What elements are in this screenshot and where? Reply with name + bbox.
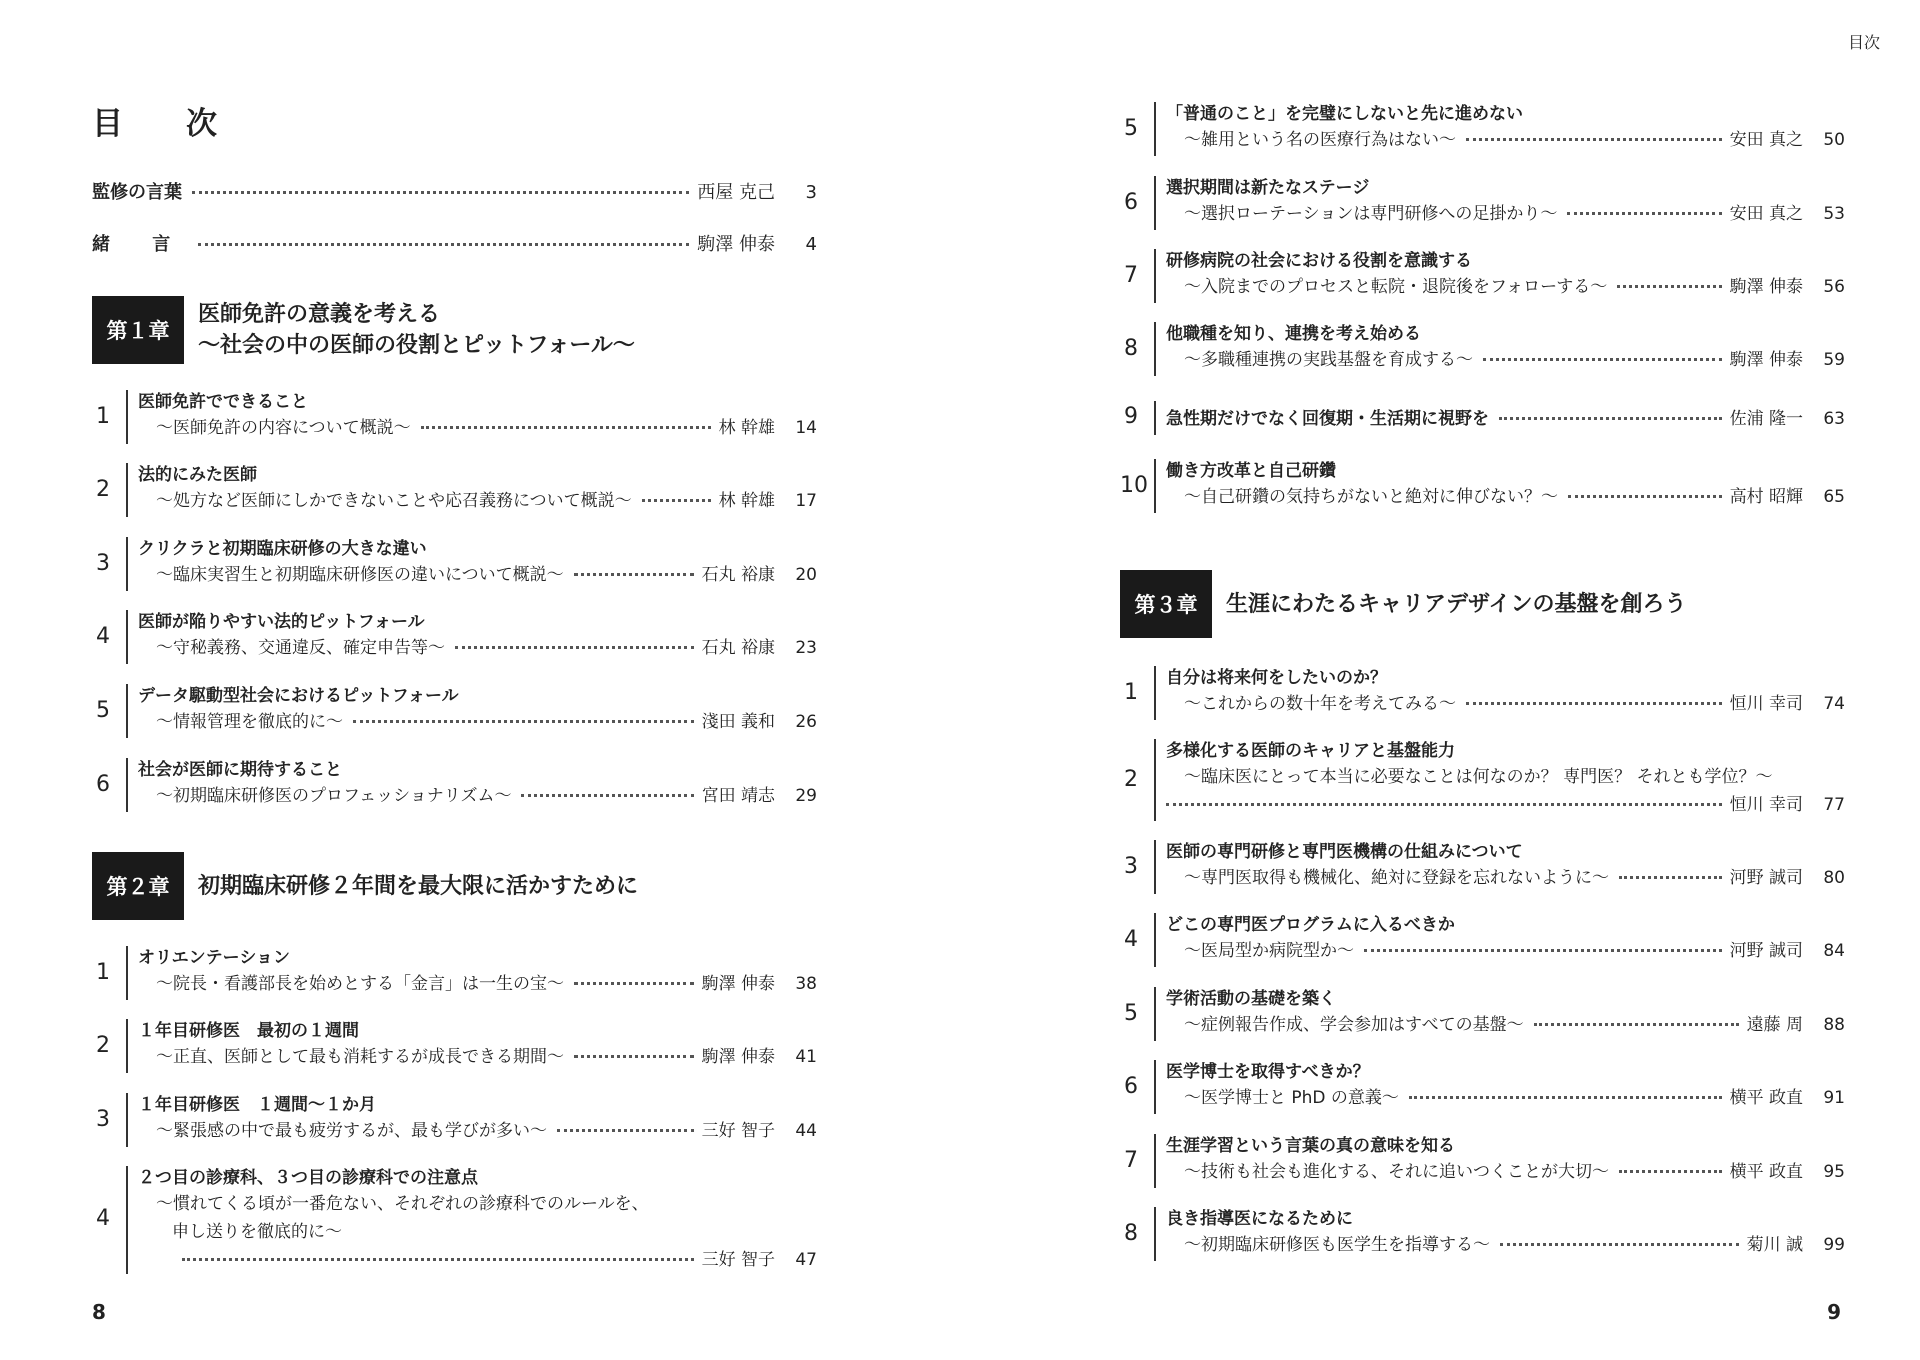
entry-subtitle: 〜初期臨床研修医のプロフェッショナリズム〜	[156, 786, 512, 806]
entry-number: 5	[1124, 1001, 1138, 1026]
page-number: 80	[1823, 868, 1845, 888]
dot-leader	[574, 573, 694, 576]
entry-title: 研修病院の社会における役割を意識する	[1166, 251, 1472, 271]
dot-leader	[1409, 1096, 1722, 1099]
entry-bar	[126, 390, 128, 444]
entry-subtitle: 〜技術も社会も進化する、それに追いつくことが大切〜	[1184, 1162, 1609, 1182]
entry-subtitle: 〜雑用という名の医療行為はない〜	[1184, 130, 1456, 150]
entry-subtitle: 〜臨床実習生と初期臨床研修医の違いについて概説〜	[156, 565, 564, 585]
author: 駒澤 伸泰	[701, 974, 775, 994]
entry-number: 2	[96, 1033, 110, 1058]
chapter-1-heading[interactable]	[92, 296, 635, 364]
author: 横平 政直	[1729, 1088, 1803, 1108]
entry-number: 5	[96, 698, 110, 723]
dot-leader	[1619, 876, 1722, 879]
entry-number: 3	[96, 551, 110, 576]
entry-subtitle: 〜初期臨床研修医も医学生を指導する〜	[1184, 1235, 1490, 1255]
entry-subtitle: 〜選択ローテーションは専門研修への足掛かり〜	[1184, 204, 1558, 224]
page-number: 77	[1823, 795, 1845, 815]
entry-bar	[1154, 1207, 1156, 1261]
running-head: 目次	[1847, 33, 1880, 52]
entry-bar	[126, 758, 128, 812]
author: 駒澤 伸泰	[1729, 277, 1803, 297]
entry-subtitle: 〜入院までのプロセスと転院・退院後をフォローする〜	[1184, 277, 1608, 297]
page-number: 3	[805, 182, 817, 203]
entry-subtitle: 〜正直、医師として最も消耗するが成長できる期間〜	[156, 1047, 564, 1067]
entry-number: 1	[96, 960, 110, 985]
entry-title: 選択期間は新たなステージ	[1166, 178, 1370, 198]
entry-title: 自分は将来何をしたいのか？	[1166, 668, 1387, 688]
entry-number: 1	[96, 404, 110, 429]
chapter-title-line: 医師免許の意義を考える	[198, 302, 441, 327]
entry-title: 急性期だけでなく回復期・生活期に視野を	[1166, 409, 1489, 429]
front-item-preface[interactable]	[92, 230, 817, 256]
toc-entry[interactable]	[92, 1166, 817, 1274]
entry-title: １年目研修医 最初の１週間	[138, 1021, 359, 1041]
entry-number: 6	[96, 772, 110, 797]
page-number: 88	[1823, 1015, 1845, 1035]
toc-entry[interactable]	[92, 946, 817, 1000]
dot-leader	[521, 794, 693, 797]
entry-bar	[126, 1019, 128, 1073]
entry-title: 医師の専門研修と専門医機構の仕組みについて	[1166, 842, 1523, 862]
entry-number: 7	[1124, 263, 1138, 288]
author: 林 幹雄	[718, 491, 775, 511]
chapter-badge: 第３章	[1120, 570, 1212, 638]
entry-subtitle-cont: 申し送りを徹底的に〜	[172, 1222, 342, 1242]
entry-number: 3	[96, 1107, 110, 1132]
entry-subtitle: 〜守秘義務、交通違反、確定申告等〜	[156, 638, 445, 658]
page-number: 53	[1823, 204, 1845, 224]
front-item-supervision[interactable]	[92, 178, 817, 204]
toc-entry[interactable]	[1120, 666, 1845, 720]
entry-number: 3	[1124, 854, 1138, 879]
author: 三好 智子	[701, 1121, 775, 1141]
entry-bar	[126, 610, 128, 664]
front-label: 緒 言	[92, 234, 189, 255]
dot-leader	[574, 1055, 694, 1058]
entry-title: 働き方改革と自己研鑽	[1166, 461, 1336, 481]
page-number: 47	[795, 1250, 817, 1270]
author: 淺田 義和	[701, 712, 775, 732]
author: 高村 昭輝	[1729, 487, 1803, 507]
entry-bar	[1154, 401, 1156, 435]
dot-leader	[421, 426, 711, 429]
entry-subtitle: 〜緊張感の中で最も疲労するが、最も学びが多い〜	[156, 1121, 547, 1141]
page-number: 44	[795, 1121, 817, 1141]
entry-title: ２つ目の診療科、３つ目の診療科での注意点	[138, 1168, 478, 1188]
entry-number: 8	[1124, 336, 1138, 361]
author: 河野 誠司	[1729, 941, 1803, 961]
dot-leader	[455, 646, 694, 649]
author: 宮田 靖志	[701, 786, 775, 806]
entry-title: オリエンテーション	[138, 948, 290, 968]
entry-number: 4	[96, 1206, 110, 1231]
entry-bar	[126, 1093, 128, 1147]
dot-leader	[1500, 1243, 1739, 1246]
entry-bar	[1154, 322, 1156, 376]
toc-title: 目 次	[92, 106, 233, 142]
page-number: 20	[795, 565, 817, 585]
entry-subtitle: 〜医師免許の内容について概説〜	[156, 418, 411, 438]
entry-title: 医学博士を取得すべきか？	[1166, 1062, 1370, 1082]
author: 菊川 誠	[1746, 1235, 1803, 1255]
entry-number: 1	[1124, 680, 1138, 705]
page-number: 50	[1823, 130, 1845, 150]
page-number: 26	[795, 712, 817, 732]
page-number: 91	[1823, 1088, 1845, 1108]
page-number: 41	[795, 1047, 817, 1067]
page-number: 14	[795, 418, 817, 438]
entry-subtitle: 〜医学博士と PhD の意義〜	[1184, 1088, 1399, 1108]
entry-subtitle: 〜自己研鑽の気持ちがないと絶対に伸びない？〜	[1184, 487, 1558, 507]
toc-entry[interactable]	[1120, 401, 1845, 435]
dot-leader	[182, 1258, 694, 1261]
toc-entry[interactable]	[1120, 987, 1845, 1041]
toc-entry[interactable]	[1120, 322, 1845, 376]
entry-number: 10	[1120, 473, 1148, 498]
author: 林 幹雄	[718, 418, 775, 438]
entry-bar	[1154, 987, 1156, 1041]
entry-subtitle: 〜これからの数十年を考えてみる〜	[1184, 694, 1456, 714]
entry-title: クリクラと初期臨床研修の大きな違い	[138, 539, 427, 559]
author: 石丸 裕康	[701, 638, 775, 658]
entry-bar	[126, 946, 128, 1000]
toc-entry[interactable]	[1120, 1134, 1845, 1188]
entry-number: 6	[1124, 190, 1138, 215]
toc-entry[interactable]	[1120, 249, 1845, 303]
chapter-badge: 第２章	[92, 852, 184, 920]
entry-bar	[1154, 913, 1156, 967]
author: 石丸 裕康	[701, 565, 775, 585]
page-number: 74	[1823, 694, 1845, 714]
page-number: 29	[795, 786, 817, 806]
entry-bar	[1154, 1060, 1156, 1114]
page-number: 65	[1823, 487, 1845, 507]
entry-title: 多様化する医師のキャリアと基盤能力	[1166, 741, 1455, 761]
entry-number: 2	[96, 477, 110, 502]
entry-number: 6	[1124, 1074, 1138, 1099]
page-folio: 8	[92, 1300, 106, 1324]
toc-entry[interactable]	[1120, 1207, 1845, 1261]
chapter-subtitle-line: 〜社会の中の医師の役割とピットフォール〜	[198, 333, 635, 358]
author: 横平 政直	[1729, 1162, 1803, 1182]
toc-entry[interactable]	[1120, 913, 1845, 967]
entry-title: １年目研修医 １週間〜１か月	[138, 1095, 376, 1115]
chapter-title: 初期臨床研修２年間を最大限に活かすために	[198, 873, 639, 899]
entry-subtitle: 〜専門医取得も機械化、絶対に登録を忘れないように〜	[1184, 868, 1609, 888]
dot-leader	[1483, 358, 1722, 361]
entry-title: 医師免許でできること	[138, 392, 308, 412]
chapter-2-heading[interactable]	[92, 852, 638, 920]
entry-subtitle: 〜院長・看護部長を始めとする「金言」は一生の宝〜	[156, 974, 564, 994]
author: 駒澤 伸泰	[697, 234, 775, 255]
entry-title: 医師が陥りやすい法的ピットフォール	[138, 612, 425, 632]
entry-title: 他職種を知り、連携を考え始める	[1166, 324, 1421, 344]
dot-leader	[1499, 417, 1722, 420]
entry-subtitle: 〜臨床医にとって本当に必要なことは何なのか？ 専門医？ それとも学位？〜	[1184, 767, 1773, 787]
author: 駒澤 伸泰	[1729, 350, 1803, 370]
entry-bar	[1154, 1134, 1156, 1188]
dot-leader	[1364, 949, 1722, 952]
entry-number: 7	[1124, 1148, 1138, 1173]
entry-number: 4	[1124, 927, 1138, 952]
dot-leader	[1466, 138, 1722, 141]
entry-bar	[1154, 459, 1156, 513]
author: 恒川 幸司	[1729, 795, 1803, 815]
entry-title: データ駆動型社会におけるピットフォール	[138, 686, 459, 706]
toc-entry[interactable]	[1120, 739, 1845, 821]
chapter-title: 生涯にわたるキャリアデザインの基盤を創ろう	[1226, 591, 1687, 617]
dot-leader	[1568, 495, 1722, 498]
page-number: 4	[805, 234, 817, 255]
toc-entry[interactable]	[1120, 840, 1845, 894]
page-number: 95	[1823, 1162, 1845, 1182]
page-number: 84	[1823, 941, 1845, 961]
page-folio: 9	[1827, 1300, 1841, 1324]
entry-number: 5	[1124, 116, 1138, 141]
author: 安田 真之	[1729, 204, 1803, 224]
author: 西屋 克己	[697, 182, 775, 203]
author: 三好 智子	[701, 1250, 775, 1270]
toc-entry[interactable]	[92, 1019, 817, 1073]
chapter-3-heading[interactable]	[1120, 570, 1686, 638]
entry-bar	[1154, 176, 1156, 230]
dot-leader	[574, 982, 694, 985]
front-label: 監修の言葉	[92, 182, 182, 203]
right-page	[960, 0, 1920, 1360]
toc-entry[interactable]	[92, 463, 817, 517]
toc-entry[interactable]	[1120, 1060, 1845, 1114]
dot-leader	[1567, 212, 1721, 215]
entry-title: 法的にみた医師	[138, 465, 257, 485]
entry-bar	[126, 463, 128, 517]
entry-subtitle: 〜情報管理を徹底的に〜	[156, 712, 343, 732]
page-number: 59	[1823, 350, 1845, 370]
entry-bar	[126, 1166, 128, 1274]
page-number: 23	[795, 638, 817, 658]
dot-leader	[1534, 1023, 1739, 1026]
entry-number: 9	[1124, 404, 1138, 429]
entry-subtitle: 〜処方など医師にしかできないことや応召義務について概説〜	[156, 491, 632, 511]
entry-title: 良き指導医になるために	[1166, 1209, 1353, 1229]
entry-bar	[1154, 739, 1156, 821]
toc-entry[interactable]	[92, 537, 817, 591]
dot-leader	[198, 243, 689, 246]
entry-number: 8	[1124, 1221, 1138, 1246]
chapter-title	[198, 299, 635, 361]
entry-number: 2	[1124, 767, 1138, 792]
toc-entry[interactable]	[1120, 176, 1845, 230]
page-number: 63	[1823, 409, 1845, 429]
toc-entry[interactable]	[1120, 459, 1845, 513]
toc-entry[interactable]	[92, 684, 817, 738]
toc-entry[interactable]	[92, 758, 817, 812]
entry-title: 学術活動の基礎を築く	[1166, 989, 1336, 1009]
entry-bar	[126, 684, 128, 738]
entry-bar	[1154, 666, 1156, 720]
page-number: 56	[1823, 277, 1845, 297]
entry-title: 「普通のこと」を完璧にしないと先に進めない	[1166, 104, 1523, 124]
dot-leader	[1617, 285, 1721, 288]
chapter-badge: 第１章	[92, 296, 184, 364]
page-number: 99	[1823, 1235, 1845, 1255]
entry-title: どこの専門医プログラムに入るべきか	[1166, 915, 1455, 935]
dot-leader	[1466, 702, 1722, 705]
author: 佐浦 隆一	[1729, 409, 1803, 429]
entry-title: 生涯学習という言葉の真の意味を知る	[1166, 1136, 1455, 1156]
entry-bar	[126, 537, 128, 591]
toc-entry[interactable]	[92, 390, 817, 444]
dot-leader	[1166, 803, 1722, 806]
dot-leader	[353, 720, 694, 723]
entry-bar	[1154, 249, 1156, 303]
dot-leader	[557, 1129, 694, 1132]
author: 遠藤 周	[1746, 1015, 1803, 1035]
author: 恒川 幸司	[1729, 694, 1803, 714]
author: 河野 誠司	[1729, 868, 1803, 888]
toc-entry[interactable]	[92, 610, 817, 664]
entry-bar	[1154, 840, 1156, 894]
entry-subtitle: 〜慣れてくる頃が一番危ない、それぞれの診療科でのルールを、	[156, 1194, 649, 1214]
author: 駒澤 伸泰	[701, 1047, 775, 1067]
entry-subtitle: 〜医局型か病院型か〜	[1184, 941, 1354, 961]
entry-bar	[1154, 102, 1156, 156]
page-number: 17	[795, 491, 817, 511]
entry-number: 4	[96, 624, 110, 649]
entry-subtitle: 〜症例報告作成、学会参加はすべての基盤〜	[1184, 1015, 1524, 1035]
toc-entry[interactable]	[1120, 102, 1845, 156]
page-number: 38	[795, 974, 817, 994]
toc-entry[interactable]	[92, 1093, 817, 1147]
author: 安田 真之	[1729, 130, 1803, 150]
entry-title: 社会が医師に期待すること	[138, 760, 342, 780]
dot-leader	[642, 499, 711, 502]
dot-leader	[1619, 1170, 1722, 1173]
dot-leader	[192, 191, 689, 194]
entry-subtitle: 〜多職種連携の実践基盤を育成する〜	[1184, 350, 1473, 370]
